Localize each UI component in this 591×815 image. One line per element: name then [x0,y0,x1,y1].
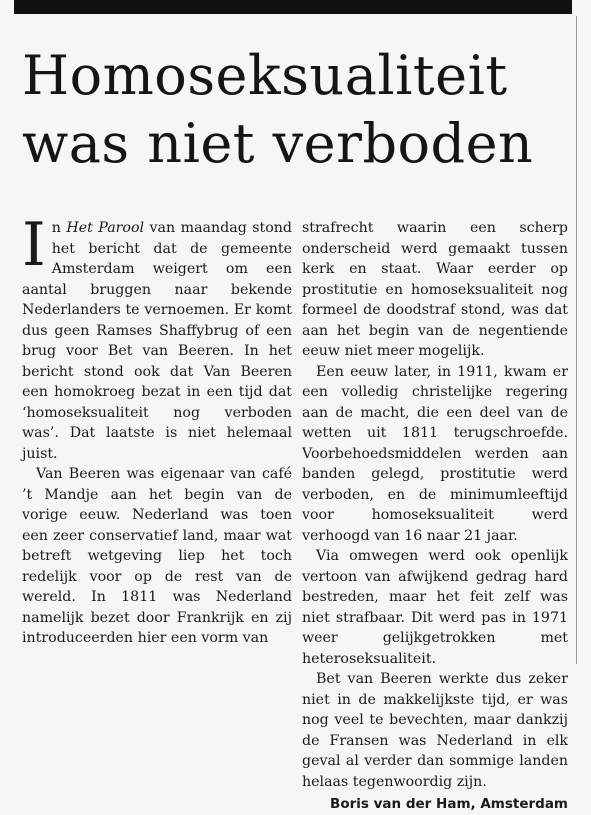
paragraph-4: Via omwegen werd ook openlijk vertoon van afwijkend gedrag hard bestreden, maar het feit zelf was niet strafbaar. Dit werd pas in 1971 weer gelijkgetrokken met heteroseksualiteit. [302,548,568,667]
article-column-1 [22,210,293,649]
headline-line-2: was niet verboden [22,112,534,175]
paragraph-5: Bet van Beeren werkte dus zeker niet in de makkelijkste tijd, er was nog veel te bevechten, maar dankzij de Fransen was Nederland in elk geval al verder dan sommige landen helaas tegenwoordig zijn. [302,671,568,790]
column-rule [576,16,577,664]
headline [22,42,570,178]
headline-line-1: Homoseksualiteit [22,44,508,107]
newspaper-title: Het Parool [66,220,145,236]
paragraph-1-start: n [51,220,67,236]
paragraph-2-continued: strafrecht waarin een scherp onderscheid werd gemaakt tussen kerk en staat. Waar eerder op prostitutie en homoseksualiteit nog formeel de doodstraf stond, was dat aan het begin van de negentiende eeuw niet meer mogelijk. [302,220,568,359]
paragraph-3: Een eeuw later, in 1911, kwam er een volledig christelijke regering aan de macht, die een deel van de wetten uit 1811 terugschroefde. Voorbehoedsmiddelen werden aan banden gelegd, prostitutie werd verboden, en de minimumleeftijd voor homoseksualiteit werd verhoogd van 16 naar 21 jaar. [302,363,568,544]
paragraph-1-text: van maandag stond het bericht dat de gemeente Amsterdam weigert om een aantal bruggen naar bekende Nederlanders te vernoemen. Er komt dus geen Ramses Shaffybrug of een brug voor Bet van Beeren. In het bericht stond ook dat Van Beeren een homokroeg bezat in een tijd dat ‘homoseksualiteit nog verboden was’. Dat laatste is niet helemaal juist. [22,220,293,462]
drop-cap: I [22,210,46,280]
paragraph-1 [22,210,293,464]
author-signature: Boris van der Ham, Amsterdam [330,796,568,812]
paragraph-2: Van Beeren was eigenaar van café ’t Mandje aan het begin van de vorige eeuw. Nederland was toen een zeer conservatief land, maar wat betreft wetgeving liep het toch redelijk voor op de rest van de wereld. In 1811 was Nederland namelijk bezet door Frankrijk en zij introduceerden hier een vorm van [22,466,292,646]
top-rule [14,0,572,14]
article-column-2 [302,218,568,815]
